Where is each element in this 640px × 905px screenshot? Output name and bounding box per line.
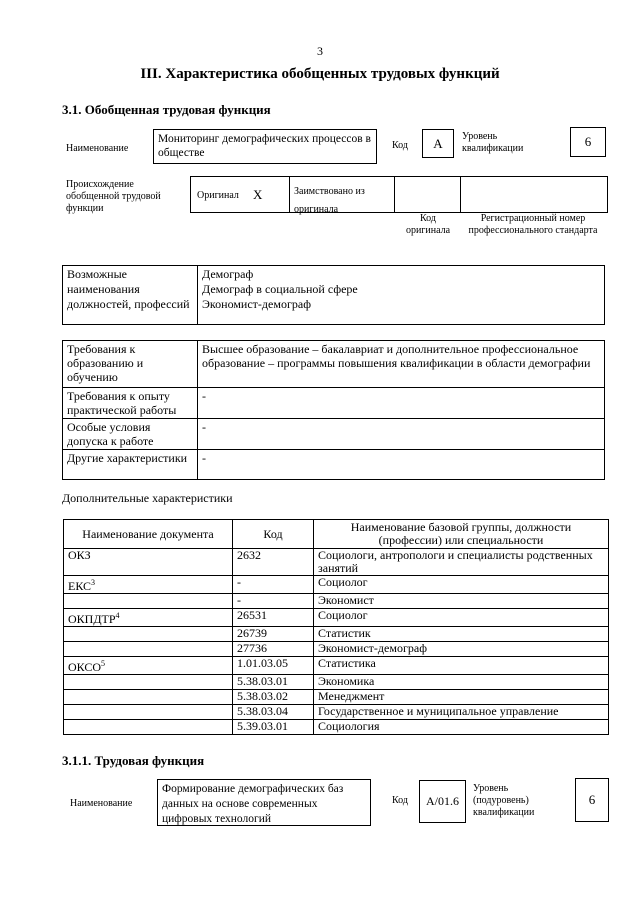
original-mark: X xyxy=(253,187,263,202)
original-cell xyxy=(190,176,290,213)
code-cell: 5.38.03.01 xyxy=(233,675,314,690)
header-name: Наименование базовой группы, должности (профессии) или специальности xyxy=(314,520,609,549)
name-cell: Социологи, антропологи и специалисты родственных занятий xyxy=(314,549,609,576)
table-row xyxy=(64,609,609,627)
doc-cell xyxy=(64,594,233,609)
req-value: - xyxy=(198,388,605,419)
page-number: 3 xyxy=(317,44,323,58)
reg-num-cell xyxy=(460,176,608,213)
req-value: - xyxy=(198,450,605,480)
footnote-mark: 3 xyxy=(91,578,96,587)
code-cell: 2632 xyxy=(233,549,314,576)
doc-cell xyxy=(64,576,233,594)
req-value: - xyxy=(198,419,605,450)
tf-name-label: Наименование xyxy=(70,798,133,809)
name-cell: Государственное и муниципальное управление xyxy=(314,705,609,720)
req-value: Высшее образование – бакалавриат и дополнительное профессиональное образование – программы повышения квалификации в области демографии xyxy=(198,341,605,388)
doc-cell xyxy=(64,657,233,675)
table-row xyxy=(64,549,609,576)
doc-cell xyxy=(64,627,233,642)
table-row xyxy=(64,627,609,642)
header-doc: Наименование документа xyxy=(64,520,233,549)
code-cell: 5.39.03.01 xyxy=(233,720,314,735)
tf-name-box xyxy=(157,779,371,826)
section-heading: 3.1. Обобщенная трудовая функция xyxy=(62,102,271,117)
doc-cell xyxy=(64,609,233,627)
positions-table xyxy=(62,265,605,325)
table-row xyxy=(64,642,609,657)
doc-cell xyxy=(64,642,233,657)
doc-cell xyxy=(64,549,233,576)
table-row xyxy=(64,594,609,609)
borrowed-label: Заимствовано из оригинала xyxy=(294,186,365,215)
doc-cell xyxy=(64,675,233,690)
original-label: Оригинал xyxy=(197,190,239,201)
table-row xyxy=(64,675,609,690)
name-cell: Экономика xyxy=(314,675,609,690)
doc-name: ОКСО xyxy=(68,660,102,674)
doc-name: ОКПДТР xyxy=(68,612,116,626)
position-item: Демограф в социальной сфере xyxy=(202,282,358,296)
code-cell: - xyxy=(233,594,314,609)
code-cell: 5.38.03.02 xyxy=(233,690,314,705)
table-row xyxy=(64,690,609,705)
footnote-mark: 5 xyxy=(101,659,106,668)
table-header-row xyxy=(64,520,609,549)
name-cell: Статистика xyxy=(314,657,609,675)
tf-name-value: Формирование демографических баз данных на основе современных цифровых технологий xyxy=(162,783,344,825)
gtf-name-value: Мониторинг демографических процессов в обществе xyxy=(158,133,371,159)
position-item: Экономист-демограф xyxy=(202,297,311,311)
gtf-code-box xyxy=(422,129,454,158)
table-row xyxy=(64,720,609,735)
requirements-table xyxy=(62,340,605,480)
tf-level-label: Уровень (подуровень) квалификации xyxy=(473,783,535,818)
table-row xyxy=(63,341,605,388)
positions-list xyxy=(198,266,605,325)
gtf-name-box xyxy=(153,129,377,164)
additional-table xyxy=(63,519,609,735)
name-cell: Экономист xyxy=(314,594,609,609)
code-cell: 26531 xyxy=(233,609,314,627)
page-title: III. Характеристика обобщенных трудовых функций xyxy=(140,66,500,82)
name-cell: Статистик xyxy=(314,627,609,642)
additional-heading: Дополнительные характеристики xyxy=(62,491,233,505)
position-item: Демограф xyxy=(202,267,254,281)
table-row xyxy=(64,576,609,594)
origin-label: Происхождение обобщенной трудовой функции xyxy=(66,179,161,214)
level-label: Уровень квалификации xyxy=(462,131,524,154)
code-cell: 26739 xyxy=(233,627,314,642)
positions-label: Возможные наименования должностей, профессий xyxy=(63,266,198,325)
tf-code-value: A/01.6 xyxy=(426,794,459,808)
doc-cell xyxy=(64,720,233,735)
req-label: Требования к опыту практической работы xyxy=(63,388,198,419)
code-label: Код xyxy=(392,140,408,151)
code-cell: 27736 xyxy=(233,642,314,657)
req-label: Особые условия допуска к работе xyxy=(63,419,198,450)
subsection-heading: 3.1.1. Трудовая функция xyxy=(62,753,205,768)
tf-level-value: 6 xyxy=(588,792,596,807)
gtf-level-value: 6 xyxy=(584,134,592,149)
req-label: Другие характеристики xyxy=(63,450,198,480)
name-cell: Социология xyxy=(314,720,609,735)
orig-code-cell xyxy=(394,176,461,213)
header-code: Код xyxy=(233,520,314,549)
name-label: Наименование xyxy=(66,143,129,154)
table-row xyxy=(64,657,609,675)
name-cell: Социолог xyxy=(314,609,609,627)
tf-code-label: Код xyxy=(392,795,408,806)
code-cell: 5.38.03.04 xyxy=(233,705,314,720)
doc-name: ОКЗ xyxy=(68,548,91,562)
table-row xyxy=(63,450,605,480)
name-cell: Менеджмент xyxy=(314,690,609,705)
code-cell: 1.01.03.05 xyxy=(233,657,314,675)
table-row xyxy=(64,705,609,720)
name-cell: Социолог xyxy=(314,576,609,594)
gtf-level-box xyxy=(570,127,606,157)
doc-name: ЕКС xyxy=(68,579,92,593)
table-row xyxy=(63,388,605,419)
doc-cell xyxy=(64,705,233,720)
footnote-mark: 4 xyxy=(115,611,120,620)
doc-cell xyxy=(64,690,233,705)
tf-level-box xyxy=(575,778,609,822)
orig-code-caption: Код оригинала xyxy=(405,213,451,236)
table-row xyxy=(63,419,605,450)
tf-code-box xyxy=(419,780,466,823)
code-cell: - xyxy=(233,576,314,594)
borrowed-cell xyxy=(289,176,395,213)
gtf-code-value: A xyxy=(433,136,443,151)
name-cell: Экономист-демограф xyxy=(314,642,609,657)
reg-num-caption: Регистрационный номер профессионального стандарта xyxy=(468,213,598,236)
req-label: Требования к образованию и обучению xyxy=(63,341,198,388)
